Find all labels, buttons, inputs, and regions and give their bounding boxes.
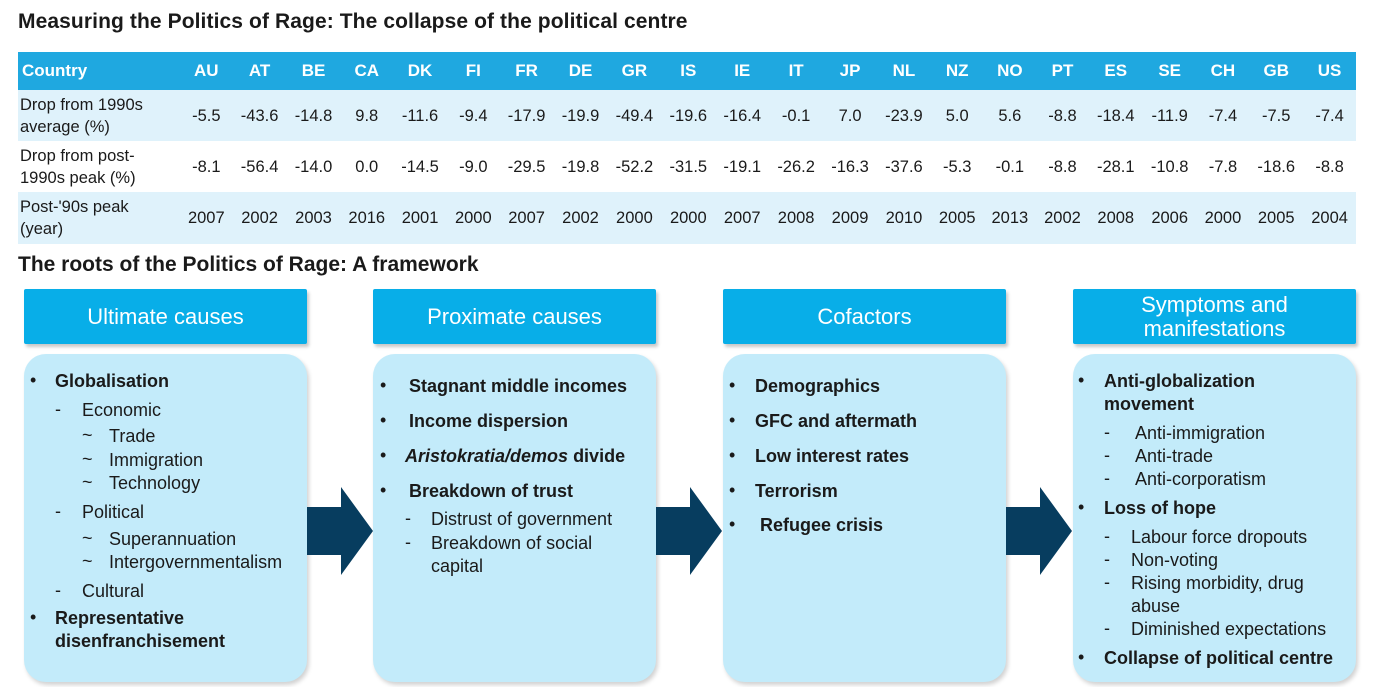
ultimate-causes-header (24, 289, 307, 344)
table-cell: -14.5 (393, 141, 447, 192)
table-cell: -49.4 (607, 90, 661, 141)
row-label-line: average (%) (20, 117, 110, 136)
table-cell: 2001 (393, 192, 447, 244)
header-fr: FR (500, 52, 554, 90)
table-cell: -43.6 (233, 90, 287, 141)
table-cell: 2008 (769, 192, 823, 244)
item-demographics: Demographics (755, 376, 881, 396)
bullet-marker: • (729, 410, 736, 430)
item-gfc: GFC and aftermath (755, 411, 918, 431)
header-es: ES (1089, 52, 1143, 90)
header-country: Country (18, 52, 180, 90)
item-non-voting: Non-voting (1131, 550, 1219, 570)
table-cell: 2005 (1249, 192, 1303, 244)
item-rising-morbidity: Rising morbidity, drug (1131, 573, 1304, 593)
table-cell: 2004 (1303, 192, 1356, 244)
header-be: BE (287, 52, 341, 90)
table-cell: 2008 (1089, 192, 1143, 244)
bullet-marker: • (30, 370, 37, 390)
item-trade: Trade (109, 426, 156, 446)
table-cell: 2010 (877, 192, 931, 244)
header-au: AU (180, 52, 233, 90)
table-cell: 2002 (233, 192, 287, 244)
dash-marker: - (55, 580, 61, 600)
symptoms-header-label (1141, 293, 1288, 341)
table-cell: 2006 (1143, 192, 1197, 244)
dash-marker: - (405, 508, 411, 528)
table-cell: 2007 (500, 192, 554, 244)
bullet-marker: • (1078, 647, 1085, 667)
row-label-line: 1990s peak (%) (20, 168, 136, 187)
table-cell: 7.0 (823, 90, 877, 141)
table-cell: 2002 (554, 192, 608, 244)
item-aristokratia-italic: Aristokratia/demos (405, 446, 569, 466)
table-cell: -19.9 (554, 90, 608, 141)
header-gb: GB (1249, 52, 1303, 90)
row-label-line: Drop from post- (20, 146, 135, 165)
table-cell: -14.0 (287, 141, 341, 192)
row-label-line: Post-'90s peak (20, 198, 129, 216)
header-nz: NZ (931, 52, 984, 90)
item-political: Political (82, 502, 145, 522)
table-cell: -5.3 (931, 141, 984, 192)
arrow-right-icon (307, 487, 375, 575)
row-label (18, 192, 180, 244)
dash-marker: - (405, 532, 411, 552)
table-cell: 2000 (447, 192, 500, 244)
table-cell: -0.1 (769, 90, 823, 141)
framework-title: The roots of the Politics of Rage: A framework (18, 253, 479, 276)
item-breakdown-trust: Breakdown of trust (409, 481, 574, 501)
symptoms-header-line: manifestations (1143, 315, 1286, 341)
header-at: AT (233, 52, 287, 90)
bullet-marker: • (380, 375, 387, 395)
dash-marker: - (1104, 445, 1110, 465)
item-diminished-expectations: Diminished expectations (1131, 619, 1327, 639)
header-jp: JP (823, 52, 877, 90)
header-is: IS (661, 52, 715, 90)
dash-marker: - (1104, 526, 1110, 546)
tilde-marker: ~ (82, 551, 93, 571)
item-collapse-political-centre: Collapse of political centre (1104, 648, 1334, 668)
header-ch: CH (1197, 52, 1250, 90)
symptoms-header-line: Symptoms and (1141, 291, 1288, 317)
item-globalisation: Globalisation (55, 371, 170, 391)
table-cell: -31.5 (661, 141, 715, 192)
dash-marker: - (55, 501, 61, 521)
item-distrust-government: Distrust of government (431, 509, 613, 529)
item-economic: Economic (82, 400, 162, 420)
item-refugee-crisis: Refugee crisis (760, 515, 884, 535)
row-label (18, 90, 180, 141)
table-cell: -17.9 (500, 90, 554, 141)
table-row (18, 90, 1356, 141)
table-cell: -56.4 (233, 141, 287, 192)
table-cell: -8.8 (1303, 141, 1356, 192)
table-cell: -9.0 (447, 141, 500, 192)
ultimate-causes-header-label: Ultimate causes (87, 303, 244, 329)
table-cell: -26.2 (769, 141, 823, 192)
item-breakdown-social: Breakdown of social (431, 533, 593, 553)
row-label-line: (year) (20, 220, 64, 238)
table-cell: -8.8 (1036, 141, 1089, 192)
header-it: IT (769, 52, 823, 90)
table-cell: -23.9 (877, 90, 931, 141)
dash-marker: - (55, 399, 61, 419)
table-cell: 2016 (340, 192, 393, 244)
table-cell: -18.4 (1089, 90, 1143, 141)
item-capital: capital (431, 556, 484, 576)
table-cell: -7.5 (1249, 90, 1303, 141)
table-cell: -11.9 (1143, 90, 1197, 141)
item-anti-globalization: Anti-globalization (1104, 371, 1255, 391)
table-cell: -11.6 (393, 90, 447, 141)
header-se: SE (1143, 52, 1197, 90)
item-cultural: Cultural (82, 581, 145, 601)
arrow-right-icon (1006, 487, 1074, 575)
table-cell: 2003 (287, 192, 341, 244)
table-row (18, 192, 1356, 244)
table-cell: 2007 (715, 192, 769, 244)
header-no: NO (984, 52, 1037, 90)
table-cell: -16.4 (715, 90, 769, 141)
table-cell: 2009 (823, 192, 877, 244)
table-cell: -19.6 (661, 90, 715, 141)
table-cell: -28.1 (1089, 141, 1143, 192)
item-disenfranchisement: disenfranchisement (55, 631, 226, 651)
table-cell: 2000 (1197, 192, 1250, 244)
table-row (18, 141, 1356, 192)
row-label-line: Drop from 1990s (20, 95, 143, 114)
bullet-marker: • (380, 410, 387, 430)
table-cell: 5.6 (984, 90, 1037, 141)
table-cell: 5.0 (931, 90, 984, 141)
table-cell: 2000 (607, 192, 661, 244)
table-cell: -5.5 (180, 90, 233, 141)
dash-marker: - (1104, 549, 1110, 569)
item-technology: Technology (109, 473, 201, 493)
table-title: Measuring the Politics of Rage: The collapse of the political centre (18, 10, 688, 33)
header-dk: DK (393, 52, 447, 90)
table-cell: -7.4 (1303, 90, 1356, 141)
table-cell: -19.1 (715, 141, 769, 192)
header-de: DE (554, 52, 608, 90)
tilde-marker: ~ (82, 472, 93, 492)
header-nl: NL (877, 52, 931, 90)
bullet-marker: • (380, 480, 387, 500)
table-cell: -52.2 (607, 141, 661, 192)
item-superannuation: Superannuation (109, 529, 237, 549)
item-loss-of-hope: Loss of hope (1104, 498, 1216, 518)
arrow-right-icon (656, 487, 724, 575)
item-labour-force-dropouts: Labour force dropouts (1131, 527, 1308, 547)
dash-marker: - (1104, 572, 1110, 592)
tilde-marker: ~ (82, 425, 93, 445)
bullet-marker: • (729, 514, 736, 534)
table-cell: -14.8 (287, 90, 341, 141)
header-ca: CA (340, 52, 393, 90)
item-anti-corporatism: Anti-corporatism (1135, 469, 1267, 489)
item-stagnant-incomes: Stagnant middle incomes (409, 376, 628, 396)
bullet-marker: • (380, 445, 387, 465)
table-cell: 2013 (984, 192, 1037, 244)
table-cell: 2005 (931, 192, 984, 244)
bullet-marker: • (1078, 497, 1085, 517)
proximate-causes-header-label: Proximate causes (427, 303, 602, 329)
bullet-marker: • (729, 445, 736, 465)
table-cell: -10.8 (1143, 141, 1197, 192)
item-terrorism: Terrorism (755, 481, 838, 501)
item-anti-trade: Anti-trade (1135, 446, 1214, 466)
item-income-dispersion: Income dispersion (409, 411, 569, 431)
item-movement: movement (1104, 394, 1195, 414)
header-us: US (1303, 52, 1356, 90)
header-ie: IE (715, 52, 769, 90)
item-abuse: abuse (1131, 596, 1181, 616)
table-cell: 0.0 (340, 141, 393, 192)
dash-marker: - (1104, 422, 1110, 442)
item-immigration: Immigration (109, 450, 204, 470)
table-cell: 2000 (661, 192, 715, 244)
item-low-interest-rates: Low interest rates (755, 446, 910, 466)
header-fi: FI (447, 52, 500, 90)
bullet-marker: • (729, 480, 736, 500)
table-cell: -0.1 (984, 141, 1037, 192)
dash-marker: - (1104, 618, 1110, 638)
item-representative: Representative (55, 608, 185, 628)
table-header-row (18, 52, 1356, 90)
table-cell: -7.8 (1197, 141, 1250, 192)
table-cell: 2002 (1036, 192, 1089, 244)
table-cell: 9.8 (340, 90, 393, 141)
cofactors-header-label: Cofactors (817, 303, 912, 329)
table-cell: -18.6 (1249, 141, 1303, 192)
bullet-marker: • (1078, 370, 1085, 390)
row-label (18, 141, 180, 192)
table-cell: -16.3 (823, 141, 877, 192)
table-cell: -9.4 (447, 90, 500, 141)
item-intergovernmentalism: Intergovernmentalism (109, 552, 283, 572)
table-cell: -37.6 (877, 141, 931, 192)
bullet-marker: • (729, 375, 736, 395)
tilde-marker: ~ (82, 449, 93, 469)
item-divide-text: divide (568, 446, 626, 466)
table-cell: -8.1 (180, 141, 233, 192)
table-cell: 2007 (180, 192, 233, 244)
item-aristokratia-demos-divide (405, 445, 625, 468)
table-cell: -29.5 (500, 141, 554, 192)
cofactors-header (723, 289, 1006, 344)
header-gr: GR (607, 52, 661, 90)
table-cell: -7.4 (1197, 90, 1250, 141)
item-anti-immigration: Anti-immigration (1135, 423, 1266, 443)
tilde-marker: ~ (82, 528, 93, 548)
table-cell: -19.8 (554, 141, 608, 192)
table-cell: -8.8 (1036, 90, 1089, 141)
dash-marker: - (1104, 468, 1110, 488)
proximate-causes-header (373, 289, 656, 344)
symptoms-header (1073, 289, 1356, 344)
bullet-marker: • (30, 607, 37, 627)
political-centre-table (18, 52, 1356, 244)
header-pt: PT (1036, 52, 1089, 90)
